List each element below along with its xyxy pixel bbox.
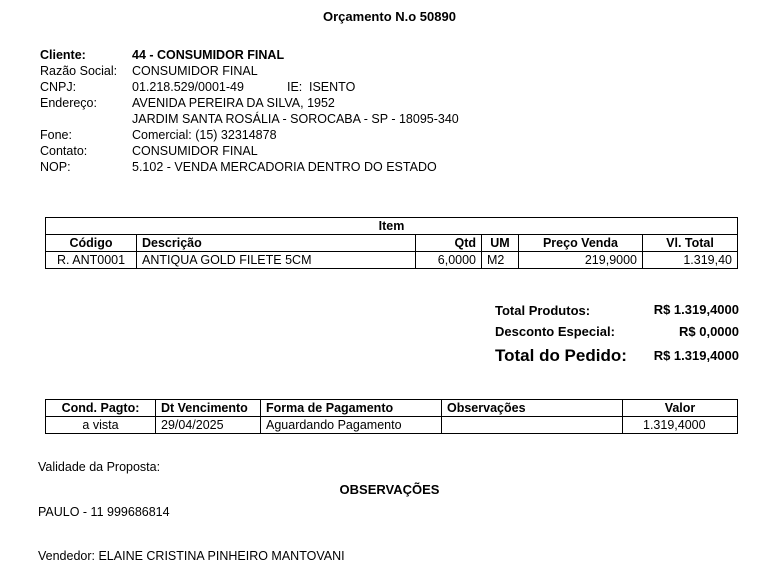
col-dt-vencimento: Dt Vencimento xyxy=(156,400,261,417)
cell-descricao: ANTIQUA GOLD FILETE 5CM xyxy=(137,252,416,269)
cell-dt-vencimento: 29/04/2025 xyxy=(156,417,261,434)
col-vl-total: Vl. Total xyxy=(643,235,738,252)
table-row xyxy=(46,417,738,434)
endereco-label: Endereço: xyxy=(40,96,97,110)
document-title: Orçamento N.o 50890 xyxy=(323,9,456,24)
desconto-value: R$ 0,0000 xyxy=(679,324,739,339)
cell-valor: 1.319,4000 xyxy=(623,417,738,434)
table-row xyxy=(46,252,738,269)
payment-table xyxy=(45,399,738,434)
observacoes-title: OBSERVAÇÕES xyxy=(339,482,440,497)
cell-observacoes xyxy=(442,417,623,434)
cliente-value: 44 - CONSUMIDOR FINAL xyxy=(132,48,285,62)
razao-social-label: Razão Social: xyxy=(40,64,118,78)
payment-header-row xyxy=(46,400,738,417)
total-produtos-value: R$ 1.319,4000 xyxy=(653,302,739,317)
vendedor-text: Vendedor: ELAINE CRISTINA PINHEIRO MANTOVANI xyxy=(38,549,345,563)
contato-value: CONSUMIDOR FINAL xyxy=(132,144,258,158)
items-header-row xyxy=(46,235,738,252)
cnpj-label: CNPJ: xyxy=(40,80,77,94)
cell-qtd: 6,0000 xyxy=(416,252,482,269)
nop-value: 5.102 - VENDA MERCADORIA DENTRO DO ESTADO xyxy=(132,160,437,174)
col-cond-pagto: Cond. Pagto: xyxy=(46,400,156,417)
endereco-line1: AVENIDA PEREIRA DA SILVA, 1952 xyxy=(132,96,335,110)
col-descricao: Descrição xyxy=(137,235,416,252)
col-observacoes: Observações xyxy=(442,400,623,417)
cell-vl-total: 1.319,40 xyxy=(643,252,738,269)
cell-preco-venda: 219,9000 xyxy=(519,252,643,269)
cliente-label: Cliente: xyxy=(40,48,86,62)
items-group-header: Item xyxy=(46,218,738,235)
fone-label: Fone: xyxy=(40,128,72,142)
validade-label: Validade da Proposta: xyxy=(38,460,161,474)
col-um: UM xyxy=(482,235,519,252)
nop-label: NOP: xyxy=(40,160,71,174)
col-forma-pagamento: Forma de Pagamento xyxy=(261,400,442,417)
total-produtos-label: Total Produtos: xyxy=(495,303,591,318)
cell-um: M2 xyxy=(482,252,519,269)
col-qtd: Qtd xyxy=(416,235,482,252)
total-pedido-label: Total do Pedido: xyxy=(495,346,627,365)
fone-value: Comercial: (15) 32314878 xyxy=(132,128,277,142)
cell-forma-pagamento: Aguardando Pagamento xyxy=(261,417,442,434)
ie-label: IE: xyxy=(287,80,303,94)
total-pedido-value: R$ 1.319,4000 xyxy=(653,348,739,363)
col-valor: Valor xyxy=(623,400,738,417)
col-codigo: Código xyxy=(46,235,137,252)
cnpj-value: 01.218.529/0001-49 xyxy=(132,80,244,94)
observacoes-text: PAULO - 11 999686814 xyxy=(38,505,170,519)
desconto-label: Desconto Especial: xyxy=(495,324,615,339)
col-preco-venda: Preço Venda xyxy=(519,235,643,252)
ie-value: ISENTO xyxy=(309,80,356,94)
contato-label: Contato: xyxy=(40,144,88,158)
razao-social-value: CONSUMIDOR FINAL xyxy=(132,64,258,78)
cell-cond-pagto: a vista xyxy=(46,417,156,434)
endereco-line2: JARDIM SANTA ROSÁLIA - SOROCABA - SP - 18095-340 xyxy=(132,112,459,126)
items-table xyxy=(45,217,738,269)
cell-codigo: R. ANT0001 xyxy=(46,252,137,269)
